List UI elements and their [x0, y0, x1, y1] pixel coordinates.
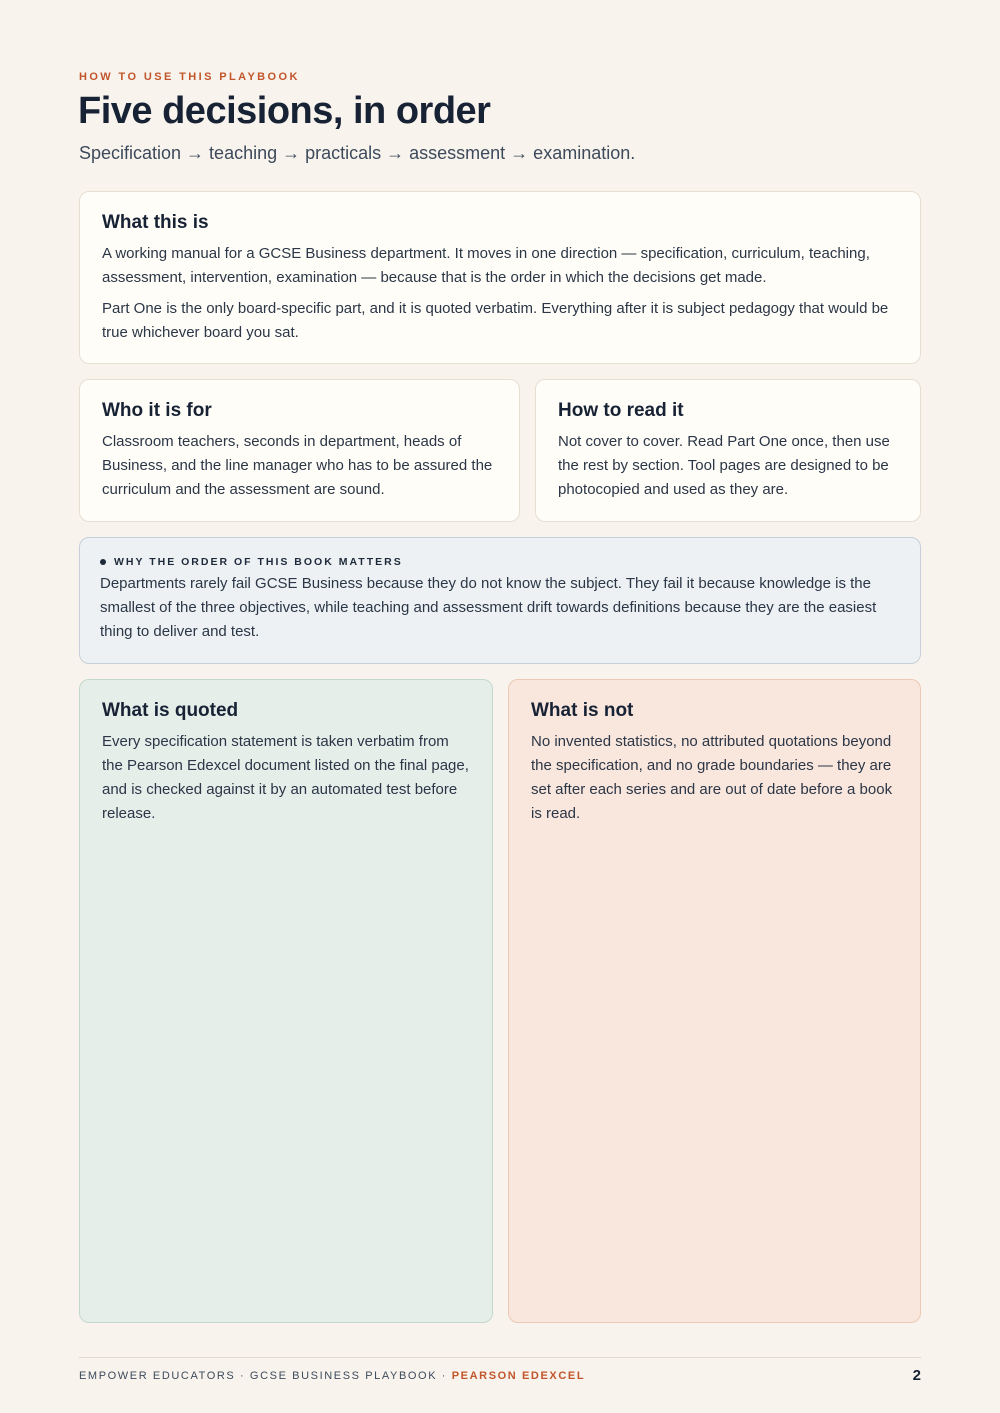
page-title: Five decisions, in order: [78, 90, 491, 132]
callout-label: WHY THE ORDER OF THIS BOOK MATTERS: [114, 556, 403, 568]
what-is-quoted-heading: What is quoted: [102, 700, 239, 721]
footer-divider: [79, 1357, 921, 1358]
callout-label-row: [100, 556, 900, 568]
callout-body: Departments rarely fail GCSE Business because they do not know the subject. They fail it because knowledge is the smallest of the three objectives, while teaching and assessment drift towards definitions because they are the easiest thing to deliver and test.: [100, 575, 877, 640]
who-it-is-for-body: Classroom teachers, seconds in department, heads of Business, and the line manager who has to be assured the curriculum and the assessment are sound.: [102, 433, 493, 498]
footer-text: EMPOWER EDUCATORS · GCSE BUSINESS PLAYBOOK ·: [79, 1369, 452, 1382]
who-it-is-for-heading: Who it is for: [102, 400, 212, 421]
what-is-not-heading: What is not: [531, 700, 634, 721]
what-this-is-paragraph-2: Part One is the only board-specific part, and it is quoted verbatim. Everything after it is subject pedagogy that would be true whichever board you sat.: [102, 300, 889, 341]
how-to-read-card: [535, 379, 921, 522]
bullet-dot-icon: [100, 559, 106, 565]
how-to-read-body: Not cover to cover. Read Part One once, then use the rest by section. Tool pages are designed to be photocopied and used as they are.: [558, 433, 890, 498]
what-this-is-card: [79, 191, 921, 364]
footer-board: PEARSON EDEXCEL: [451, 1369, 586, 1382]
page-number: 2: [912, 1367, 921, 1384]
who-it-is-for-card: [79, 379, 520, 522]
order-callout: [79, 537, 921, 664]
page-subtitle: Specification → teaching → practicals → assessment → examination.: [79, 143, 636, 163]
what-is-not-card: [508, 679, 921, 1323]
section-kicker: HOW TO USE THIS PLAYBOOK: [79, 71, 300, 83]
what-is-quoted-card: [79, 679, 493, 1323]
how-to-read-heading: How to read it: [558, 400, 684, 421]
page-footer: [79, 1367, 921, 1384]
what-this-is-paragraph-1: A working manual for a GCSE Business department. It moves in one direction — specification, curriculum, teaching, assessment, intervention, examination — because that is the order in which the decisions get made.: [102, 245, 870, 286]
what-is-quoted-body: Every specification statement is taken verbatim from the Pearson Edexcel document listed on the final page, and is checked against it by an automated test before release.: [102, 733, 469, 822]
footer-credit: [79, 1370, 585, 1382]
what-is-not-body: No invented statistics, no attributed quotations beyond the specification, and no grade boundaries — they are set after each series and are out of date before a book is read.: [531, 733, 893, 822]
what-this-is-heading: What this is: [102, 212, 209, 233]
